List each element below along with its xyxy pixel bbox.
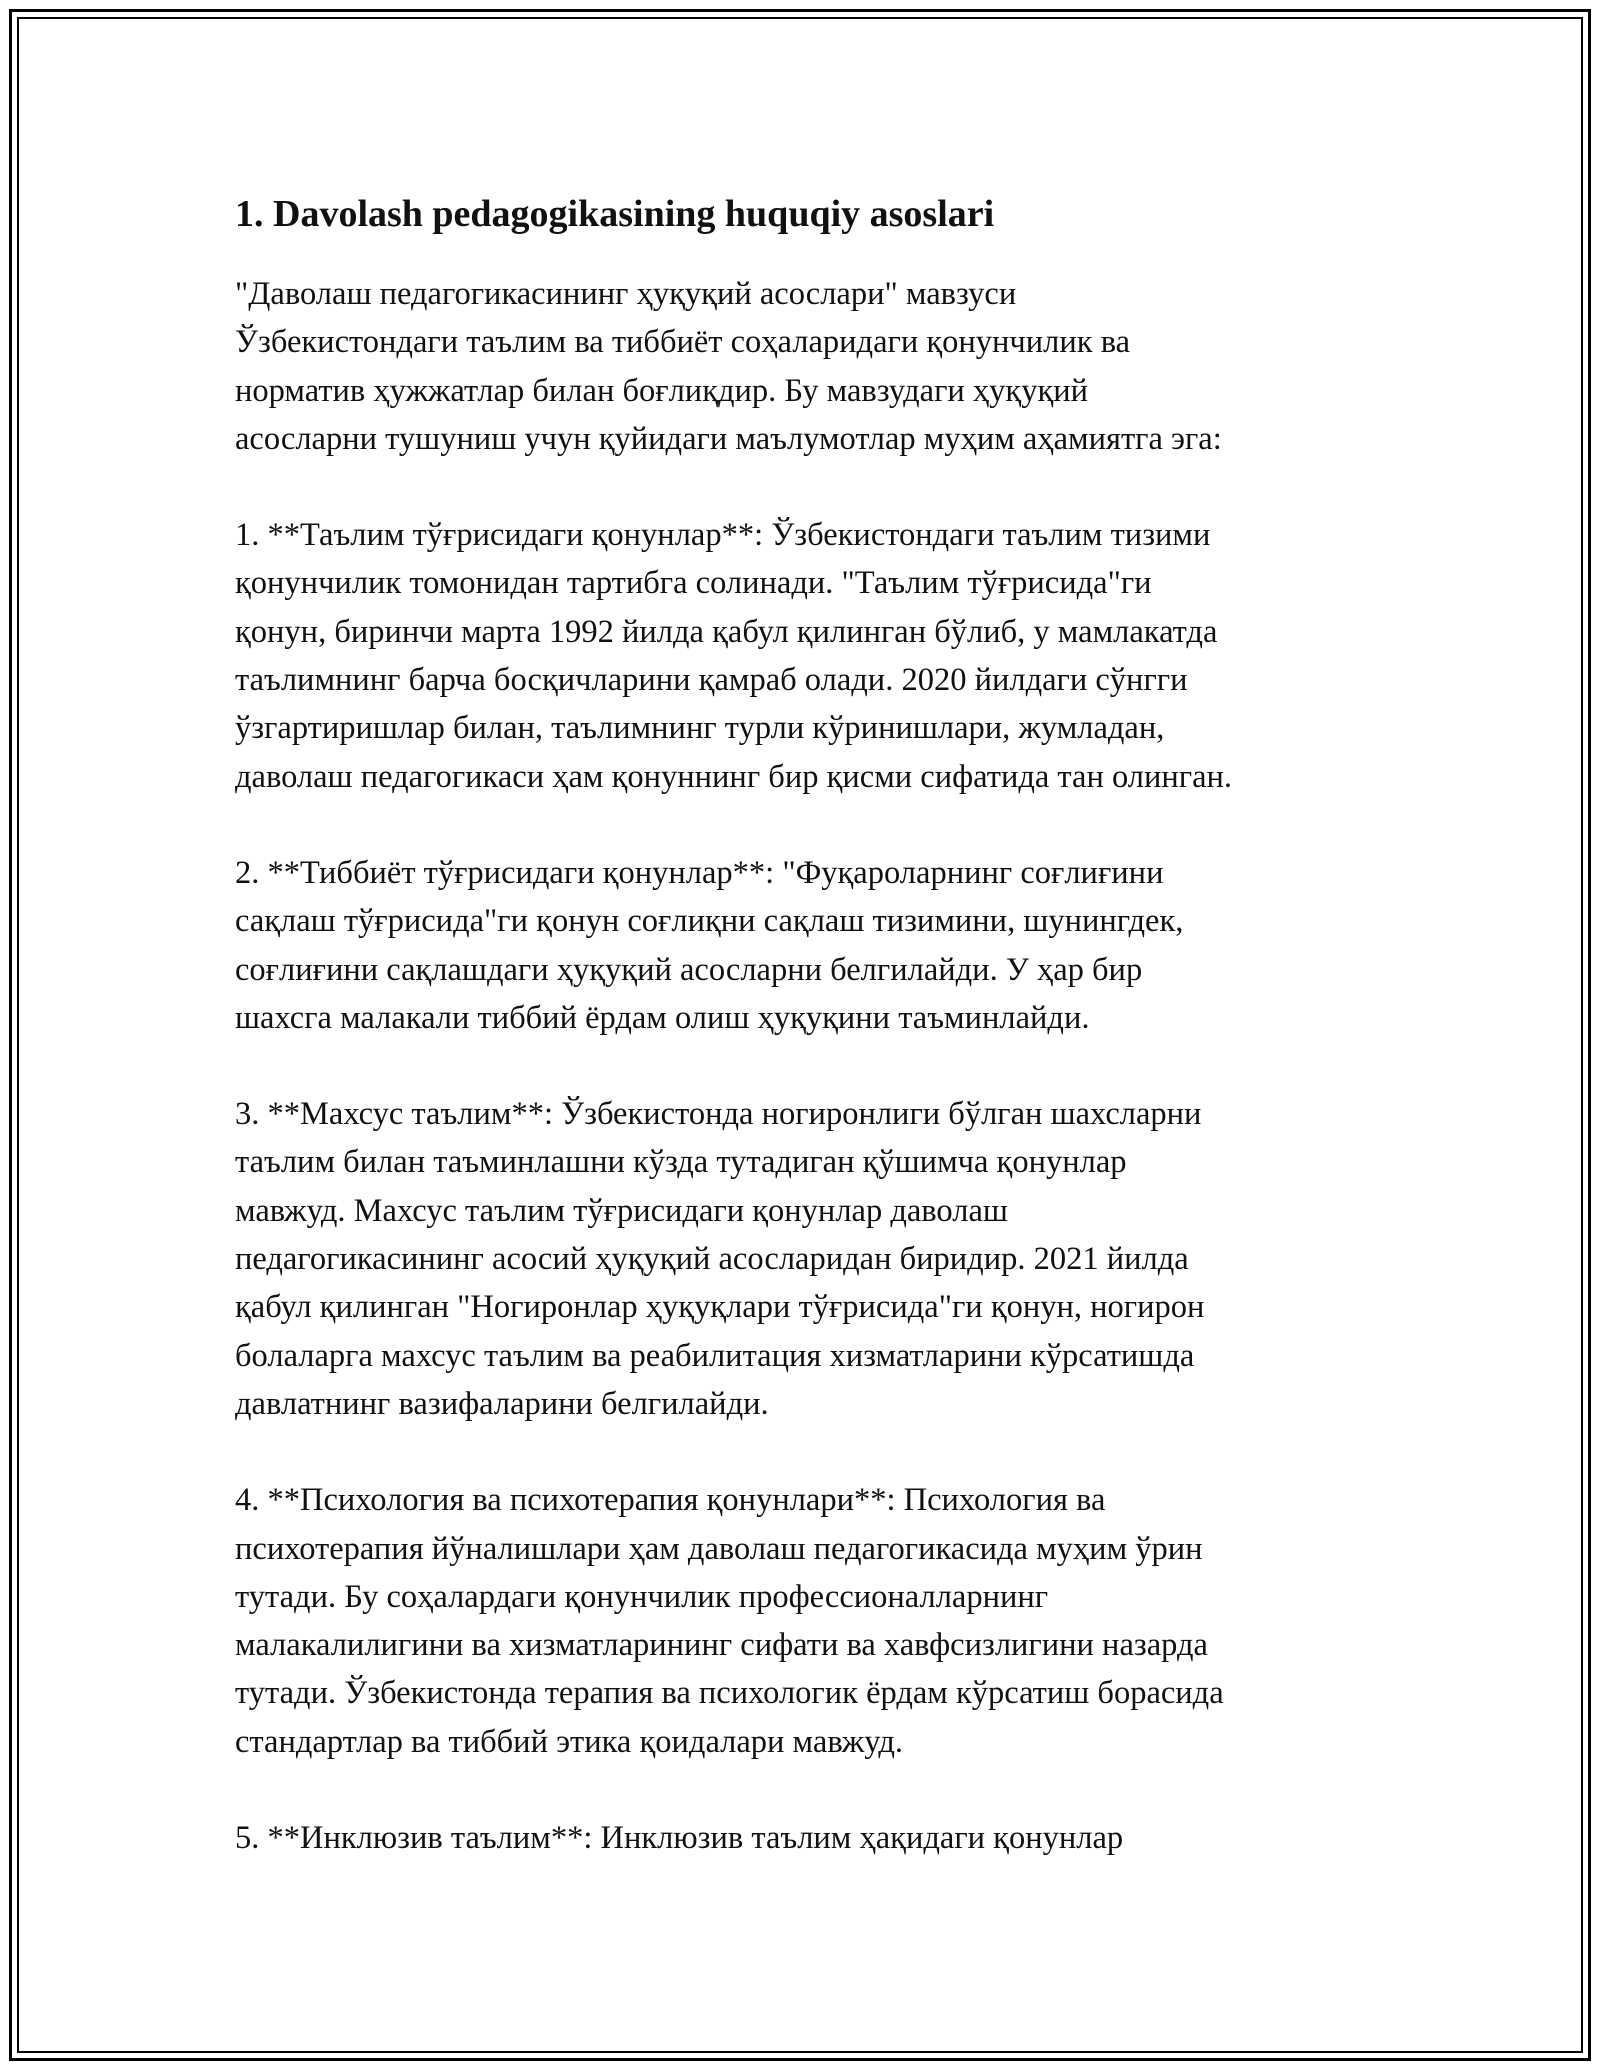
paragraph-inclusive-education: 5. **Инклюзив таълим**: Инклюзив таълим ҳақидаги қонунлар [235, 1820, 1124, 1857]
paragraph-psychology-laws: 4. **Психология ва психотерапия қонунлари**: Психология ва психотерапия йўналишлари ҳам даволаш педагогикасида муҳим ўрин тутади. Бу соҳалардаги қонунчилик профессионалларнинг малакалилигини ва хизматларининг сифати ва хавфсизлигини назарда тутади. Ўзбекистонда терапия ва психологик ёрдам кўрсатиш борасида стандартлар ва тиббий этика қоидалари мавжуд. [235, 1482, 1224, 1760]
document-title: 1. Davolash pedagogikasining huquqiy asoslari [235, 193, 995, 235]
paragraph-medical-laws: 2. **Тиббиёт тўғрисидаги қонунлар**: "Фуқароларнинг соғлиғини сақлаш тўғрисида"ги қонун соғлиқни сақлаш тизимини, шунингдек, соғлиғини сақлашдаги ҳуқуқий асосларни белгилайди. У ҳар бир шахсга малакали тиббий ёрдам олиш ҳуқуқини таъминлайди. [235, 854, 1184, 1036]
document-body [235, 190, 1375, 1910]
paragraph-special-education: 3. **Махсус таълим**: Ўзбекистонда ногиронлиги бўлган шахсларни таълим билан таъминлашни кўзда тутадиган қўшимча қонунлар мавжуд. Махсус таълим тўғрисидаги қонунлар даволаш педагогикасининг асосий ҳуқуқий асосларидан биридир. 2021 йилда қабул қилинган "Ногиронлар ҳуқуқлари тўғрисида"ги қонун, ногирон болаларга махсус таълим ва реабилитация хизматларини кўрсатишда давлатнинг вазифаларини белгилайди. [235, 1096, 1205, 1422]
paragraph-education-laws: 1. **Таълим тўғрисидаги қонунлар**: Ўзбекистондаги таълим тизими қонунчилик томонидан тартибга солинади. "Таълим тўғрисида"ги қонун, биринчи марта 1992 йилда қабул қилинган бўлиб, у мамлакатда таълимнинг барча босқичларини қамраб олади. 2020 йилдаги сўнгги ўзгартиришлар билан, таълимнинг турли кўринишлари, жумладан, даволаш педагогикаси ҳам қонуннинг бир қисми сифатида тан олинган. [235, 517, 1233, 795]
intro-paragraph: "Даволаш педагогикасининг ҳуқуқий асослари" мавзуси Ўзбекистондаги таълим ва тиббиёт соҳаларидаги қонунчилик ва норматив ҳужжатлар билан боғлиқдир. Бу мавзудаги ҳуқуқий асосларни тушуниш учун қуйидаги маълумотлар муҳим аҳамиятга эга: [235, 276, 1222, 457]
